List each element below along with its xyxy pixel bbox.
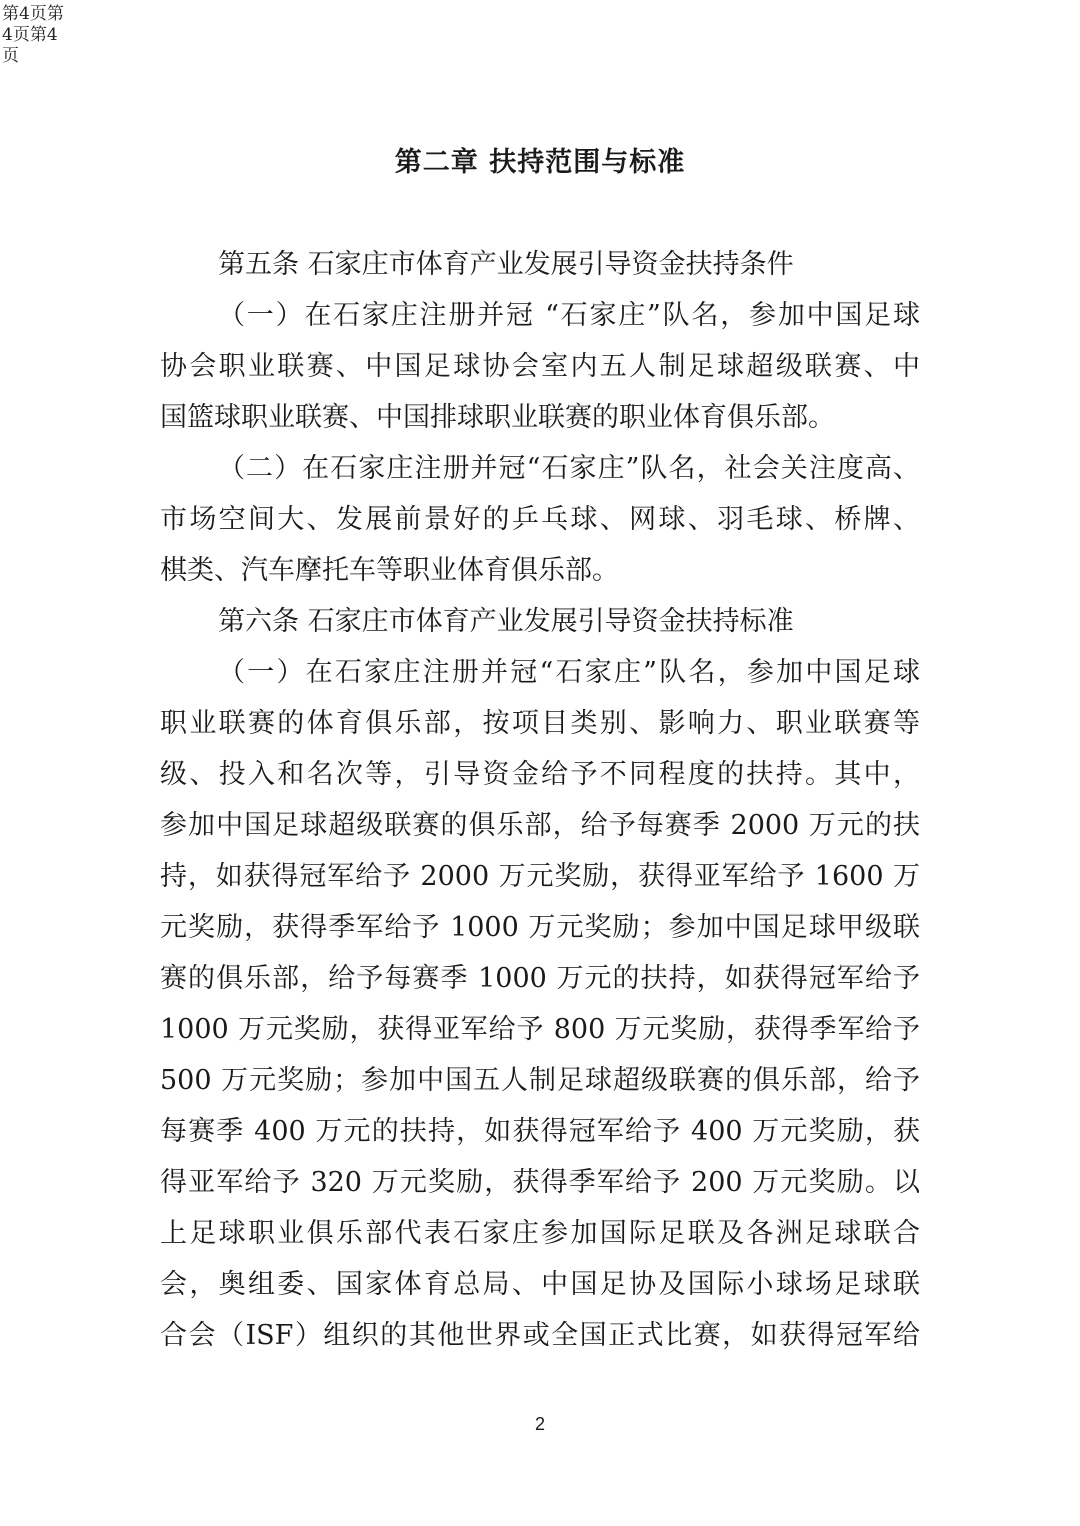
paragraph-line: （二）在石家庄注册并冠“石家庄”队名，社会关注度高、 bbox=[218, 453, 920, 484]
paragraph-line: 上足球职业俱乐部代表石家庄参加国际足联及各洲足球联合 bbox=[160, 1218, 920, 1249]
paragraph-line: （一）在石家庄注册并冠 “石家庄”队名，参加中国足球 bbox=[218, 300, 920, 331]
page-number: 2 bbox=[534, 1414, 545, 1434]
paragraph-line: 市场空间大、发展前景好的乒乓球、网球、羽毛球、桥牌、 bbox=[160, 504, 920, 535]
chapter-title: 第二章 扶持范围与标准 bbox=[394, 147, 686, 178]
paragraph-line: 会，奥组委、国家体育总局、中国足协及国际小球场足球联 bbox=[160, 1269, 920, 1300]
page-header bbox=[2, 4, 82, 67]
paragraph-line: 得亚军给予 320 万元奖励，获得季军给予 200 万元奖励。以 bbox=[160, 1167, 920, 1198]
header-line: 第4页第 bbox=[2, 4, 64, 24]
paragraph-line: 国篮球职业联赛、中国排球职业联赛的职业体育俱乐部。 bbox=[160, 402, 835, 433]
paragraph-line: 参加中国足球超级联赛的俱乐部，给予每赛季 2000 万元的扶 bbox=[160, 810, 920, 841]
paragraph-line: 合会（ISF）组织的其他世界或全国正式比赛，如获得冠军给 bbox=[160, 1320, 920, 1351]
paragraph-line: 职业联赛的体育俱乐部，按项目类别、影响力、职业联赛等 bbox=[160, 708, 920, 739]
paragraph-line: 每赛季 400 万元的扶持，如获得冠军给予 400 万元奖励，获 bbox=[160, 1116, 920, 1147]
paragraph-line: 棋类、汽车摩托车等职业体育俱乐部。 bbox=[160, 555, 619, 586]
document-body bbox=[160, 239, 920, 1361]
paragraph-line: 赛的俱乐部，给予每赛季 1000 万元的扶持，如获得冠军给予 bbox=[160, 963, 920, 994]
paragraph-line: 500 万元奖励；参加中国五人制足球超级联赛的俱乐部，给予 bbox=[160, 1065, 920, 1096]
paragraph-line: 元奖励，获得季军给予 1000 万元奖励；参加中国足球甲级联 bbox=[160, 912, 920, 943]
header-line: 页 bbox=[2, 46, 19, 66]
paragraph-line: （一）在石家庄注册并冠“石家庄”队名，参加中国足球 bbox=[218, 657, 920, 688]
article-heading: 第五条 石家庄市体育产业发展引导资金扶持条件 bbox=[218, 249, 794, 280]
paragraph-line: 级、投入和名次等，引导资金给予不同程度的扶持。其中， bbox=[160, 759, 920, 790]
paragraph-line: 协会职业联赛、中国足球协会室内五人制足球超级联赛、中 bbox=[160, 351, 920, 382]
paragraph-line: 持，如获得冠军给予 2000 万元奖励，获得亚军给予 1600 万 bbox=[160, 861, 920, 892]
header-line: 4页第4 bbox=[2, 25, 58, 45]
paragraph-line: 1000 万元奖励，获得亚军给予 800 万元奖励，获得季军给予 bbox=[160, 1014, 920, 1045]
article-heading: 第六条 石家庄市体育产业发展引导资金扶持标准 bbox=[218, 606, 794, 637]
